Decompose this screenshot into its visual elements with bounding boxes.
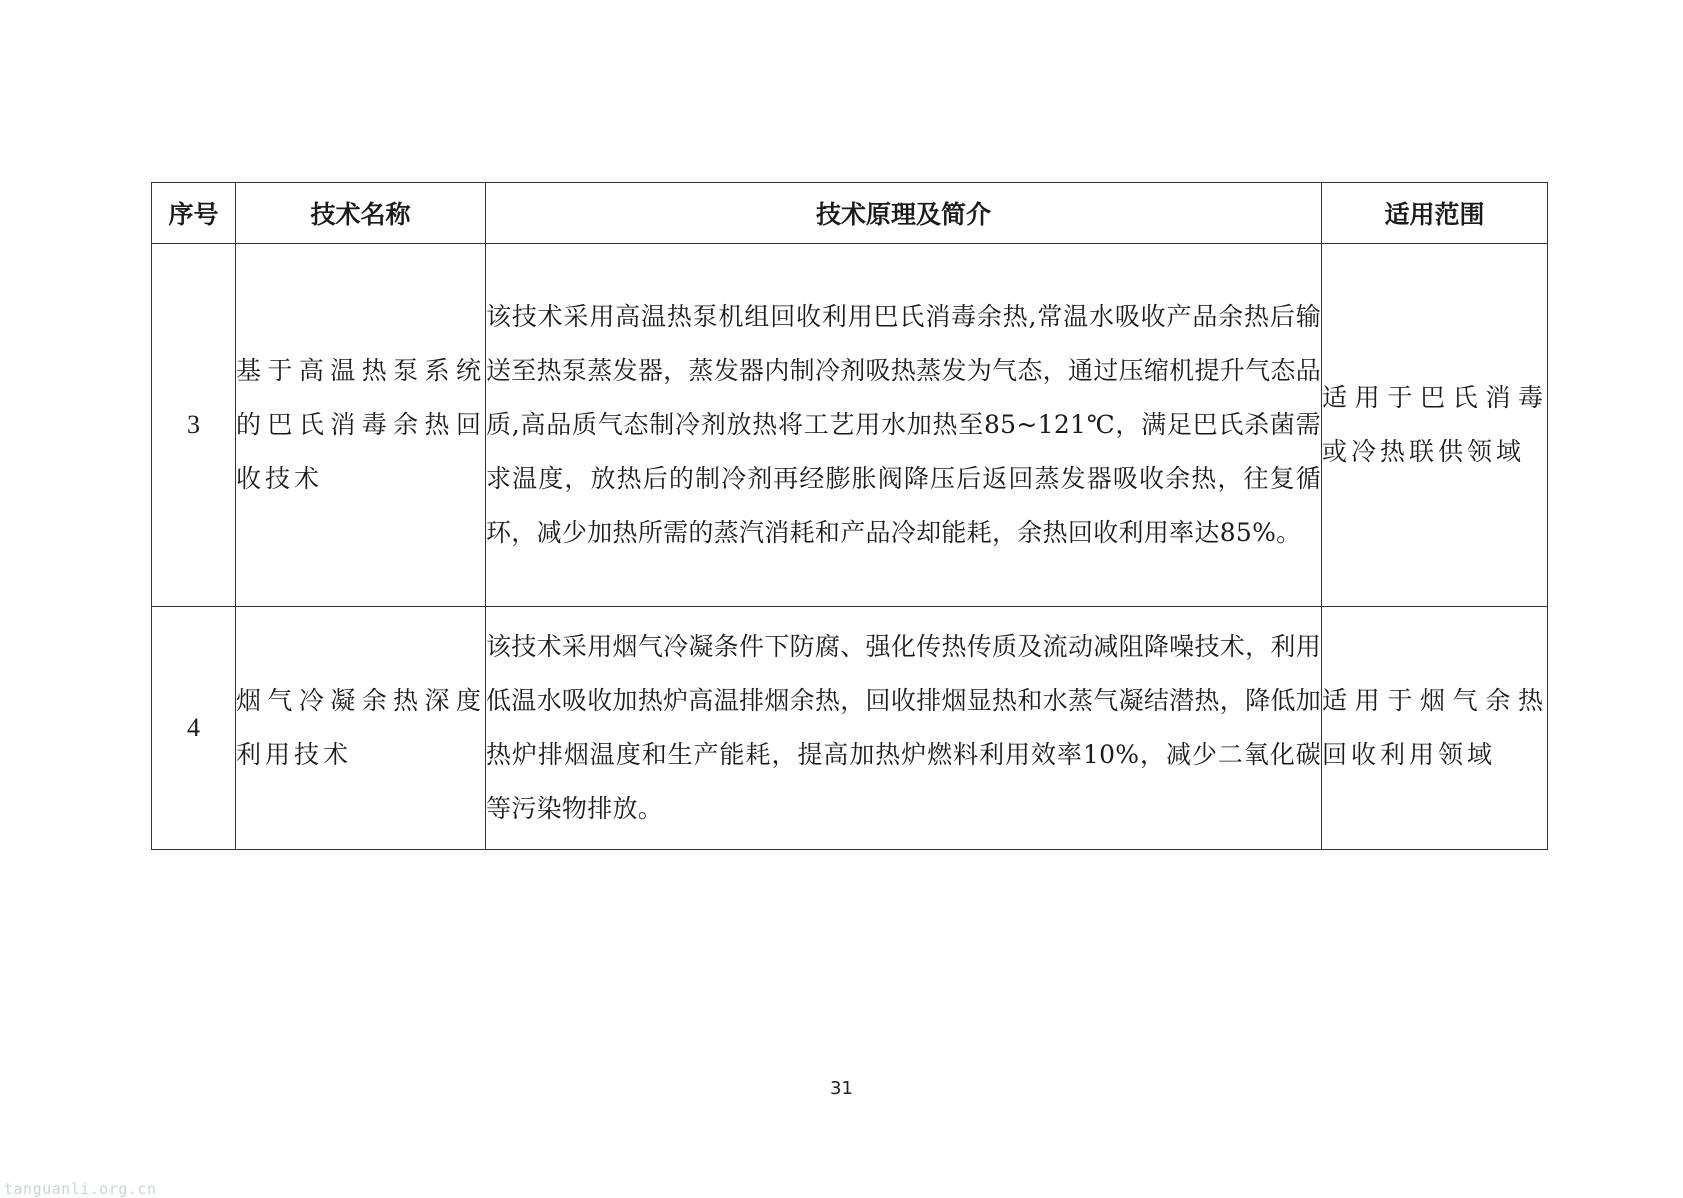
table-row: [152, 244, 1548, 607]
table-row: [152, 607, 1548, 850]
technology-description: 该技术采用高温热泵机组回收利用巴氏消毒余热,常温水吸收产品余热后输送至热泵蒸发器，蒸发器内制冷剂吸热蒸发为气态，通过压缩机提升气态品质,高品质气态制冷剂放热将工艺用水加热至85~121℃，满足巴氏杀菌需求温度，放热后的制冷剂再经膨胀阀降压后返回蒸发器吸收余热，往复循环，减少加热所需的蒸汽消耗和产品冷却能耗，余热回收利用率达85%。: [486, 244, 1322, 607]
applicable-scope: 适用于烟气余热回收利用领域: [1322, 607, 1548, 850]
row-number: 4: [152, 607, 236, 850]
technology-name: 烟气冷凝余热深度利用技术: [236, 607, 486, 850]
technology-name: 基于高温热泵系统的巴氏消毒余热回收技术: [236, 244, 486, 607]
table-header-row: [152, 183, 1548, 244]
technology-description: 该技术采用烟气冷凝条件下防腐、强化传热传质及流动减阻降噪技术，利用低温水吸收加热炉高温排烟余热，回收排烟显热和水蒸气凝结潜热，降低加热炉排烟温度和生产能耗，提高加热炉燃料利用效率10%，减少二氧化碳等污染物排放。: [486, 607, 1322, 850]
page-number: 31: [830, 1078, 853, 1099]
applicable-scope: 适用于巴氏消毒或冷热联供领域: [1322, 244, 1548, 607]
watermark: tanguanli.org.cn: [4, 1180, 157, 1198]
header-scope: 适用范围: [1322, 183, 1548, 244]
header-desc: 技术原理及简介: [486, 183, 1322, 244]
row-number: 3: [152, 244, 236, 607]
header-name: 技术名称: [236, 183, 486, 244]
header-no: 序号: [152, 183, 236, 244]
technology-table: [151, 182, 1548, 850]
